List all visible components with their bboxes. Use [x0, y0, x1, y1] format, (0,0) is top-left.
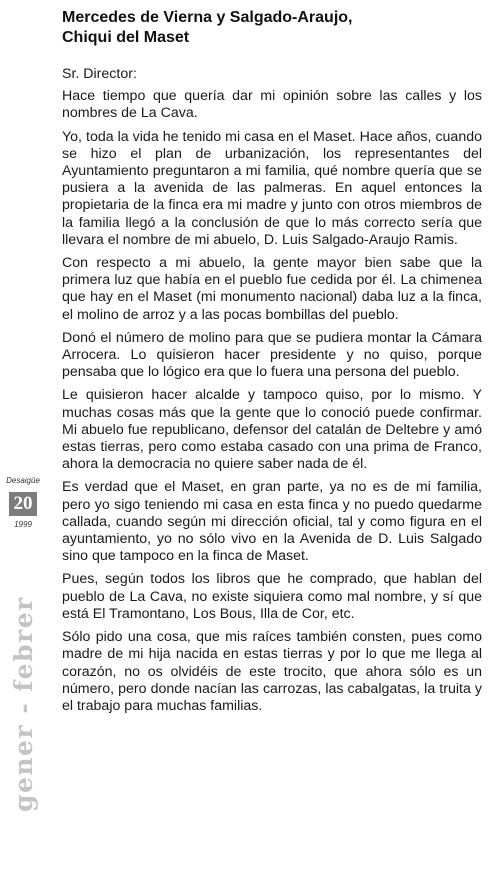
paragraph-3: Con respecto a mi abuelo, la gente mayor bien sabe que la primera luz que había en el pueblo fue cedida por él. La chimenea que hay en el Maset (mi monumento nacional) daba luz a la finca, el molino de arroz y a las pocas bombillas del pueblo. [62, 255, 482, 323]
issue-year: 1999 [14, 520, 32, 529]
paragraph-8: Sólo pido una cosa, que mis raíces también consten, pues como madre de mi hija nacida en estas tierras y por lo que me llega al corazón, no os olvidéis de este trocito, que ahora sólo es un número, pero donde nacían las carrozas, las cabalgatas, la truita y el trabajo para muchas familias. [62, 629, 482, 714]
article-title [62, 8, 482, 48]
issue-months-label: gener - febrer [9, 596, 38, 812]
salutation: Sr. Director: [62, 66, 137, 82]
article-title-line-1: Mercedes de Vierna y Salgado-Araujo, [62, 9, 353, 26]
article-body [62, 66, 482, 721]
paragraph-7: Pues, según todos los libros que he comprado, que hablan del pueblo de La Cava, no existe siquiera como mal nombre, y sí que está El Tramontano, Los Bous, Illa de Cor, etc. [62, 571, 482, 622]
paragraph-1: Hace tiempo que quería dar mi opinión sobre las calles y los nombres de La Cava. [62, 88, 482, 122]
publication-name: Desaigüe [6, 476, 40, 485]
paragraph-2: Yo, toda la vida he tenido mi casa en el Maset. Hace años, cuando se hizo el plan de urbanización, los representantes del Ayuntamiento preguntaron a mi familia, qué nombre quería que se pusiera a la avenida de las palmeras. En aquel entonces la propietaria de la finca era mi madre y junto con otros miembros de la familia llegó a la conclusión de que lo más correcto sería que llevara el nombre de mi abuelo, D. Luis Salgado-Araujo Ramis. [62, 128, 482, 248]
paragraph-5: Le quisieron hacer alcalde y tampoco quiso, por lo mismo. Y muchas cosas más que la gente que lo conoció puede confirmar. Mi abuelo fue republicano, defensor del catalán de Deltebre y amó estas tierras, pero como estaba casado con una prima de Franco, ahora la democracia no quiere saber nada de él. [62, 387, 482, 473]
issue-number-badge: 20 [9, 492, 37, 516]
article-title-line-2: Chiqui del Maset [62, 29, 190, 46]
page-sidebar [0, 464, 46, 884]
paragraph-4: Donó el número de molino para que se pudiera montar la Cámara Arrocera. Lo quisieron hacer presidente y no quiso, porque pensaba que lo lógico era que lo fuera una persona del pueblo. [62, 329, 482, 381]
paragraph-6: Es verdad que el Maset, en gran parte, ya no es de mi familia, pero yo sigo teniendo mi casa en esta finca y no puedo quedarme callada, cuando según mi dirección oficial, tal y como figura en el ayuntamiento, yo no sólo vivo en la Avenida de D. Luis Salgado sino que tampoco en la finca de Maset. [62, 479, 482, 565]
